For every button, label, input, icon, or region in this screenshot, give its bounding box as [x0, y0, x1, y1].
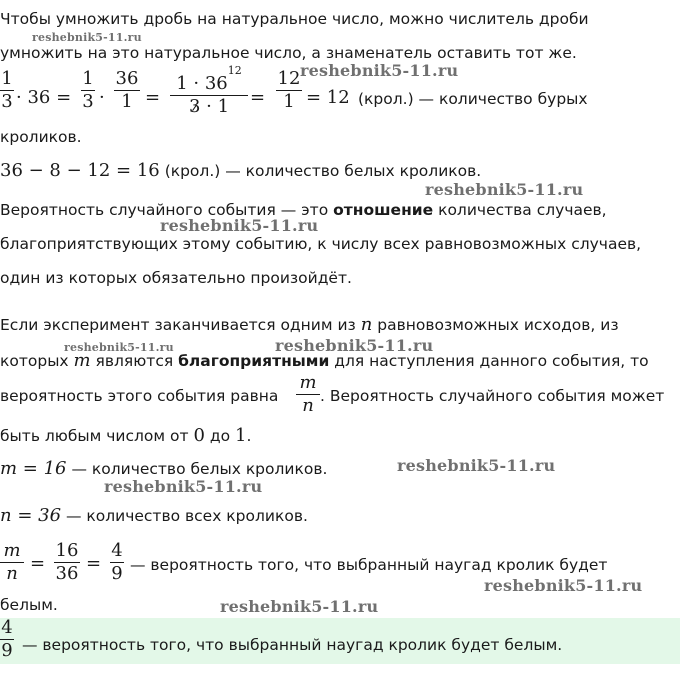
fraction: 1 3 — [82, 68, 94, 112]
fraction: m n — [0, 540, 24, 585]
watermark: reshebnik5-11.ru — [275, 336, 434, 355]
watermark: reshebnik5-11.ru — [425, 180, 584, 199]
watermark: reshebnik5-11.ru — [160, 216, 319, 235]
text-line: которых m являются благоприятными для наступления данного события, то — [0, 350, 649, 371]
math-op: = — [145, 87, 161, 108]
math-op: = 12 — [306, 87, 350, 108]
text-line: Чтобы умножить дробь на натуральное число, можно числитель дроби — [0, 10, 589, 28]
fraction: 36 1 — [115, 68, 139, 112]
text-line: — вероятность того, что выбранный наугад кролик будет — [130, 556, 608, 574]
math-op: · 36 = — [16, 87, 72, 108]
watermark: reshebnik5-11.ru — [484, 576, 643, 595]
math-op: = — [250, 87, 266, 108]
text-line: m = 16 — количество белых кроликов. — [0, 458, 328, 479]
watermark: reshebnik5-11.ru — [300, 61, 459, 80]
text-line: . Вероятность случайного события может — [320, 387, 665, 405]
fraction: 1 3 — [1, 68, 13, 112]
text-line: Если эксперимент заканчивается одним из n равновозможных исходов, из — [0, 314, 619, 335]
fraction: m n — [296, 372, 320, 417]
watermark: reshebnik5-11.ru — [64, 341, 174, 354]
watermark: reshebnik5-11.ru — [104, 477, 263, 496]
answer-text: — вероятность того, что выбранный наугад кролик будет белым. — [22, 636, 563, 654]
text-line: кроликов. — [0, 128, 82, 146]
watermark: reshebnik5-11.ru — [220, 597, 379, 616]
math-op: · — [99, 87, 105, 108]
text-line: n = 36 — количество всех кроликов. — [0, 505, 308, 526]
text-line: (крол.) — количество бурых — [358, 90, 588, 108]
text-line: благоприятствующих этому событию, к числу всех равновозможных случаев, — [0, 235, 642, 253]
text-line: быть любым числом от 0 до 1. — [0, 425, 252, 446]
fraction-cancel: $1 \cdot 36^{12}$ 3 · 1 — [170, 68, 248, 118]
text-line: 36 − 8 − 12 = 16 (крол.) — количество белых кроликов. — [0, 160, 482, 181]
strike-num: 1 · 36 — [176, 73, 228, 94]
answer-fraction: 4 9 — [1, 617, 13, 661]
watermark: reshebnik5-11.ru — [397, 456, 556, 475]
math-op: = — [86, 553, 102, 574]
fraction: 12 1 — [277, 68, 301, 112]
math-op: = — [30, 553, 46, 574]
text-line: Вероятность случайного события — это отношение количества случаев, — [0, 201, 607, 219]
watermark: reshebnik5-11.ru — [32, 31, 142, 44]
text-line: вероятность этого события равна — [0, 387, 279, 405]
text-line: белым. — [0, 596, 58, 614]
text-line: один из которых обязательно произойдёт. — [0, 269, 352, 287]
strike-den: 3 — [188, 96, 201, 117]
fraction: 16 36 — [55, 540, 79, 584]
fraction: 4 9 — [111, 540, 123, 584]
text-line: умножить на это натуральное число, а знаменатель оставить тот же. — [0, 44, 577, 62]
